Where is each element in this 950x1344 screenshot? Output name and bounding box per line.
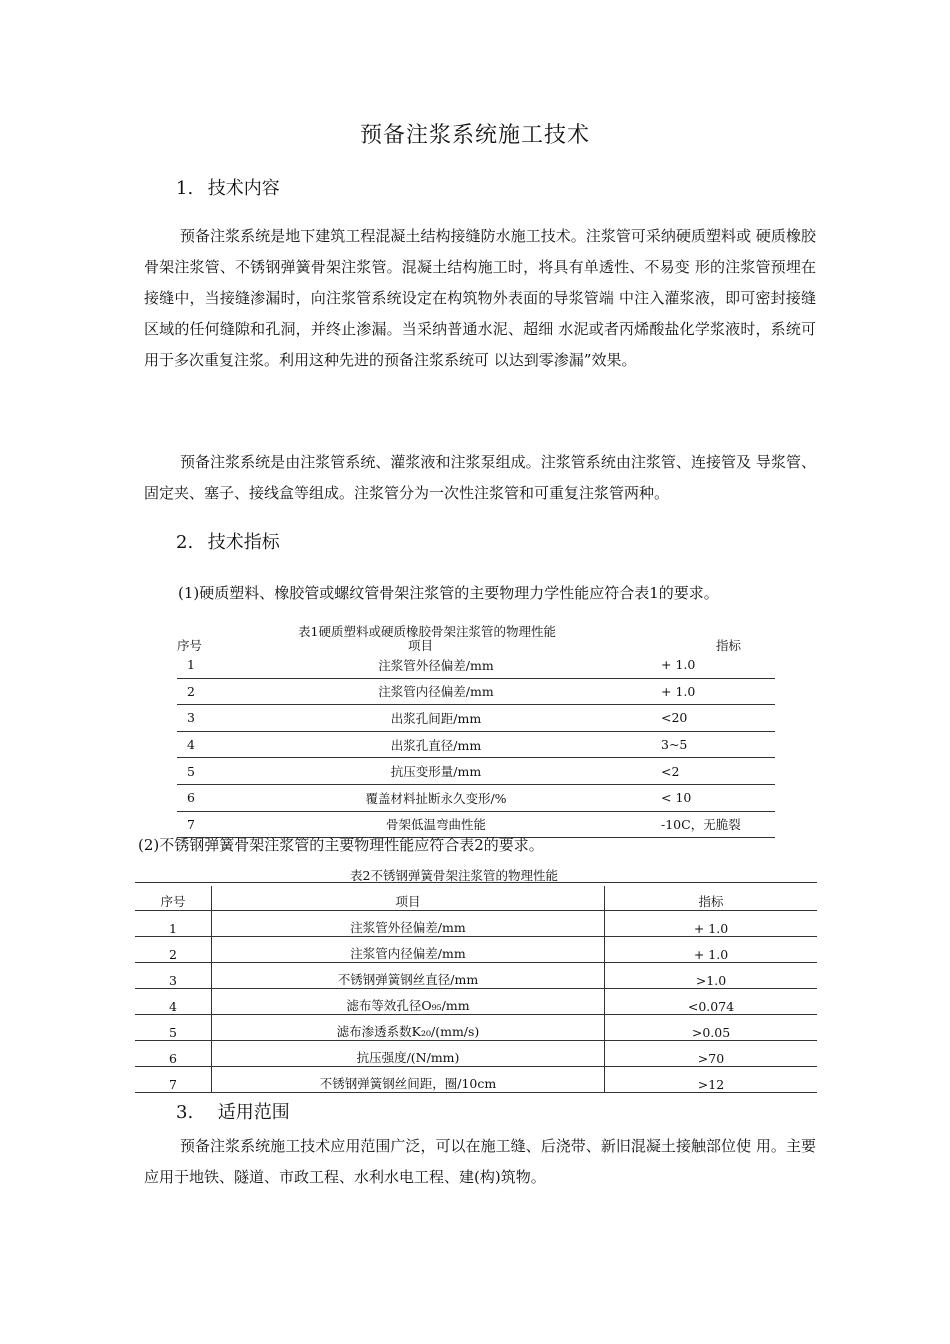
table-2-caption: 表2不锈钢弹簧骨架注浆管的物理性能 (350, 868, 558, 883)
table-row (135, 911, 817, 937)
table-cell: 抗压变形量/mm (247, 758, 625, 785)
table-2 (135, 886, 817, 1093)
table-cell: <2 (625, 758, 775, 785)
section-number: 2. (176, 532, 194, 553)
table-cell: >1.0 (605, 963, 818, 989)
table-cell: 滤布渗透系数K₂₀/(mm/s) (212, 1015, 605, 1041)
paragraph: 预备注浆系统是地下建筑工程混凝土结构接缝防水施工技术。注浆管可采纳硬质塑料或 硬质橡胶骨架注浆管、不锈钢弹簧骨架注浆管。混凝土结构施工时，将具有单透性、不易变 形的注浆管预埋在接缝中，当接缝渗漏时，向注浆管系统设定在构筑物外表面的导浆管端 中注入灌浆液，即可密封接缝区域的任何缝隙和孔洞，并终止渗漏。当采纳普通水泥、超细 水泥或者丙烯酸盐化学浆液时，系统可用于多次重复注浆。利用这种先进的预备注浆系统可 以达到零渗漏”效果。 (144, 227, 816, 369)
table-1-header-value: 指标 (716, 638, 742, 653)
table-row (177, 678, 775, 705)
table-cell: 注浆管内径偏差/mm (247, 678, 625, 705)
table-cell: 1 (135, 911, 212, 937)
table-cell: 3 (177, 705, 247, 732)
table-cell: 1 (177, 652, 247, 678)
table-row (177, 731, 775, 758)
table-cell: 不锈钢弹簧钢丝直径/mm (212, 963, 605, 989)
table-cell: 7 (135, 1067, 212, 1093)
table-cell: 3~5 (625, 731, 775, 758)
table-cell: 注浆管外径偏差/mm (212, 911, 605, 937)
table-cell: 覆盖材料扯断永久变形/% (247, 784, 625, 811)
paragraph: 预备注浆系统施工技术应用范围广泛，可以在施工缝、后浇带、新旧混凝土接触部位使 用。主要应用于地铁、隧道、市政工程、水利水电工程、建(构)筑物。 (144, 1137, 816, 1186)
table-cell: 不锈钢弹簧钢丝间距，圈/10cm (212, 1067, 605, 1093)
table-cell: 6 (135, 1041, 212, 1067)
table-cell: + 1.0 (605, 937, 818, 963)
section-3-heading (176, 1098, 290, 1124)
table-cell: <0.074 (605, 989, 818, 1015)
table-header-row (135, 886, 817, 911)
table-row (135, 1041, 817, 1067)
section-title: 技术指标 (207, 532, 280, 553)
section-title: 适用范围 (217, 1102, 290, 1123)
section-1-heading (176, 174, 280, 200)
table-cell: + 1.0 (625, 678, 775, 705)
table-cell: 2 (177, 678, 247, 705)
table-row (177, 705, 775, 732)
table-cell: 滤布等效孔径O₉₅/mm (212, 989, 605, 1015)
table-row (135, 963, 817, 989)
table-cell: <20 (625, 705, 775, 732)
table-cell: 注浆管内径偏差/mm (212, 937, 605, 963)
table-cell: -10C，无脆裂 (625, 811, 775, 838)
table-cell: 5 (177, 758, 247, 785)
table-cell: 6 (177, 784, 247, 811)
table-header-cell: 项目 (212, 886, 605, 911)
table-1-header-item: 项目 (408, 638, 434, 653)
table-cell: >0.05 (605, 1015, 818, 1041)
table-cell: 5 (135, 1015, 212, 1041)
paragraph: 预备注浆系统是由注浆管系统、灌浆液和注浆泵组成。注浆管系统由注浆管、连接管及 导浆管、固定夹、塞子、接线盒等组成。注浆管分为一次性注浆管和可重复注浆管两种。 (144, 453, 816, 502)
table-row (177, 784, 775, 811)
table-cell: 2 (135, 937, 212, 963)
table-cell: >70 (605, 1041, 818, 1067)
table-cell: 出浆孔直径/mm (247, 731, 625, 758)
table-2-top-rule (135, 882, 817, 883)
table-cell: + 1.0 (625, 652, 775, 678)
page-title: 预备注浆系统施工技术 (359, 123, 590, 148)
requirement-2: (2)不锈钢弹簧骨架注浆管的主要物理性能应符合表2的要求。 (138, 836, 544, 854)
table-cell: 3 (135, 963, 212, 989)
table-1-caption: 表1硬质塑料或硬质橡胶骨架注浆管的物理性能 (298, 624, 556, 639)
table-row (135, 1067, 817, 1093)
table-cell: 出浆孔间距/mm (247, 705, 625, 732)
table-row (135, 1015, 817, 1041)
section-2-heading (176, 528, 280, 554)
section-title: 技术内容 (207, 178, 280, 199)
section-number: 1. (176, 178, 194, 199)
section-number: 3. (176, 1102, 194, 1123)
table-cell: < 10 (625, 784, 775, 811)
table-cell: >12 (605, 1067, 818, 1093)
table-cell: 抗压强度/(N/mm) (212, 1041, 605, 1067)
table-row (177, 758, 775, 785)
table-row (135, 937, 817, 963)
table-cell: 注浆管外径偏差/mm (247, 652, 625, 678)
table-cell: 4 (177, 731, 247, 758)
table-1-header-no: 序号 (177, 638, 203, 653)
table-cell: 7 (177, 811, 247, 838)
table-header-cell: 指标 (605, 886, 818, 911)
table-cell: 骨架低温弯曲性能 (247, 811, 625, 838)
table-1 (177, 652, 775, 838)
table-row (135, 989, 817, 1015)
table-header-cell: 序号 (135, 886, 212, 911)
table-cell: 4 (135, 989, 212, 1015)
table-row (177, 652, 775, 678)
requirement-1: (1)硬质塑料、橡胶管或螺纹管骨架注浆管的主要物理力学性能应符合表1的要求。 (178, 584, 719, 602)
table-cell: + 1.0 (605, 911, 818, 937)
